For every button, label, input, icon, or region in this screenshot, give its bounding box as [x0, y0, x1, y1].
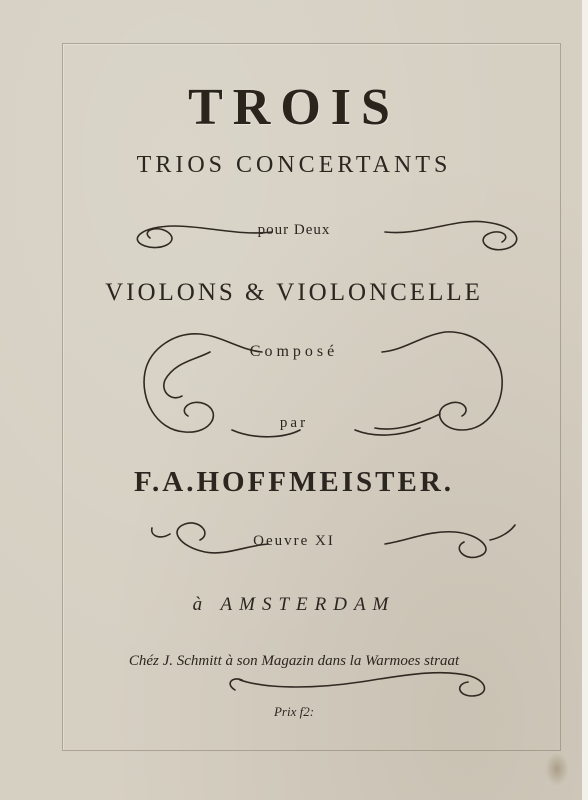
by-label: par	[279, 415, 309, 431]
composed-label: Composé	[249, 343, 339, 360]
flourish-publisher	[240, 673, 485, 696]
price-line: Prix f2:	[273, 704, 315, 719]
subtitle-trios-concertants: TRIOS CONCERTANTS	[136, 152, 452, 178]
instruments-line: VIOLONS & VIOLONCELLE	[105, 279, 483, 306]
publication-place: à AMSTERDAM	[192, 594, 396, 615]
title-trois: TROIS	[188, 79, 400, 136]
composer-name: F.A.HOFFMEISTER.	[133, 466, 455, 498]
page-edge	[582, 0, 588, 800]
opus-number: Oeuvre XI	[253, 533, 335, 549]
paper-stain	[545, 752, 569, 786]
publisher-line: Chéz J. Schmitt à son Magazin dans la Warmoes straat	[128, 653, 460, 669]
dedication-pour-deux: pour Deux	[257, 222, 331, 238]
